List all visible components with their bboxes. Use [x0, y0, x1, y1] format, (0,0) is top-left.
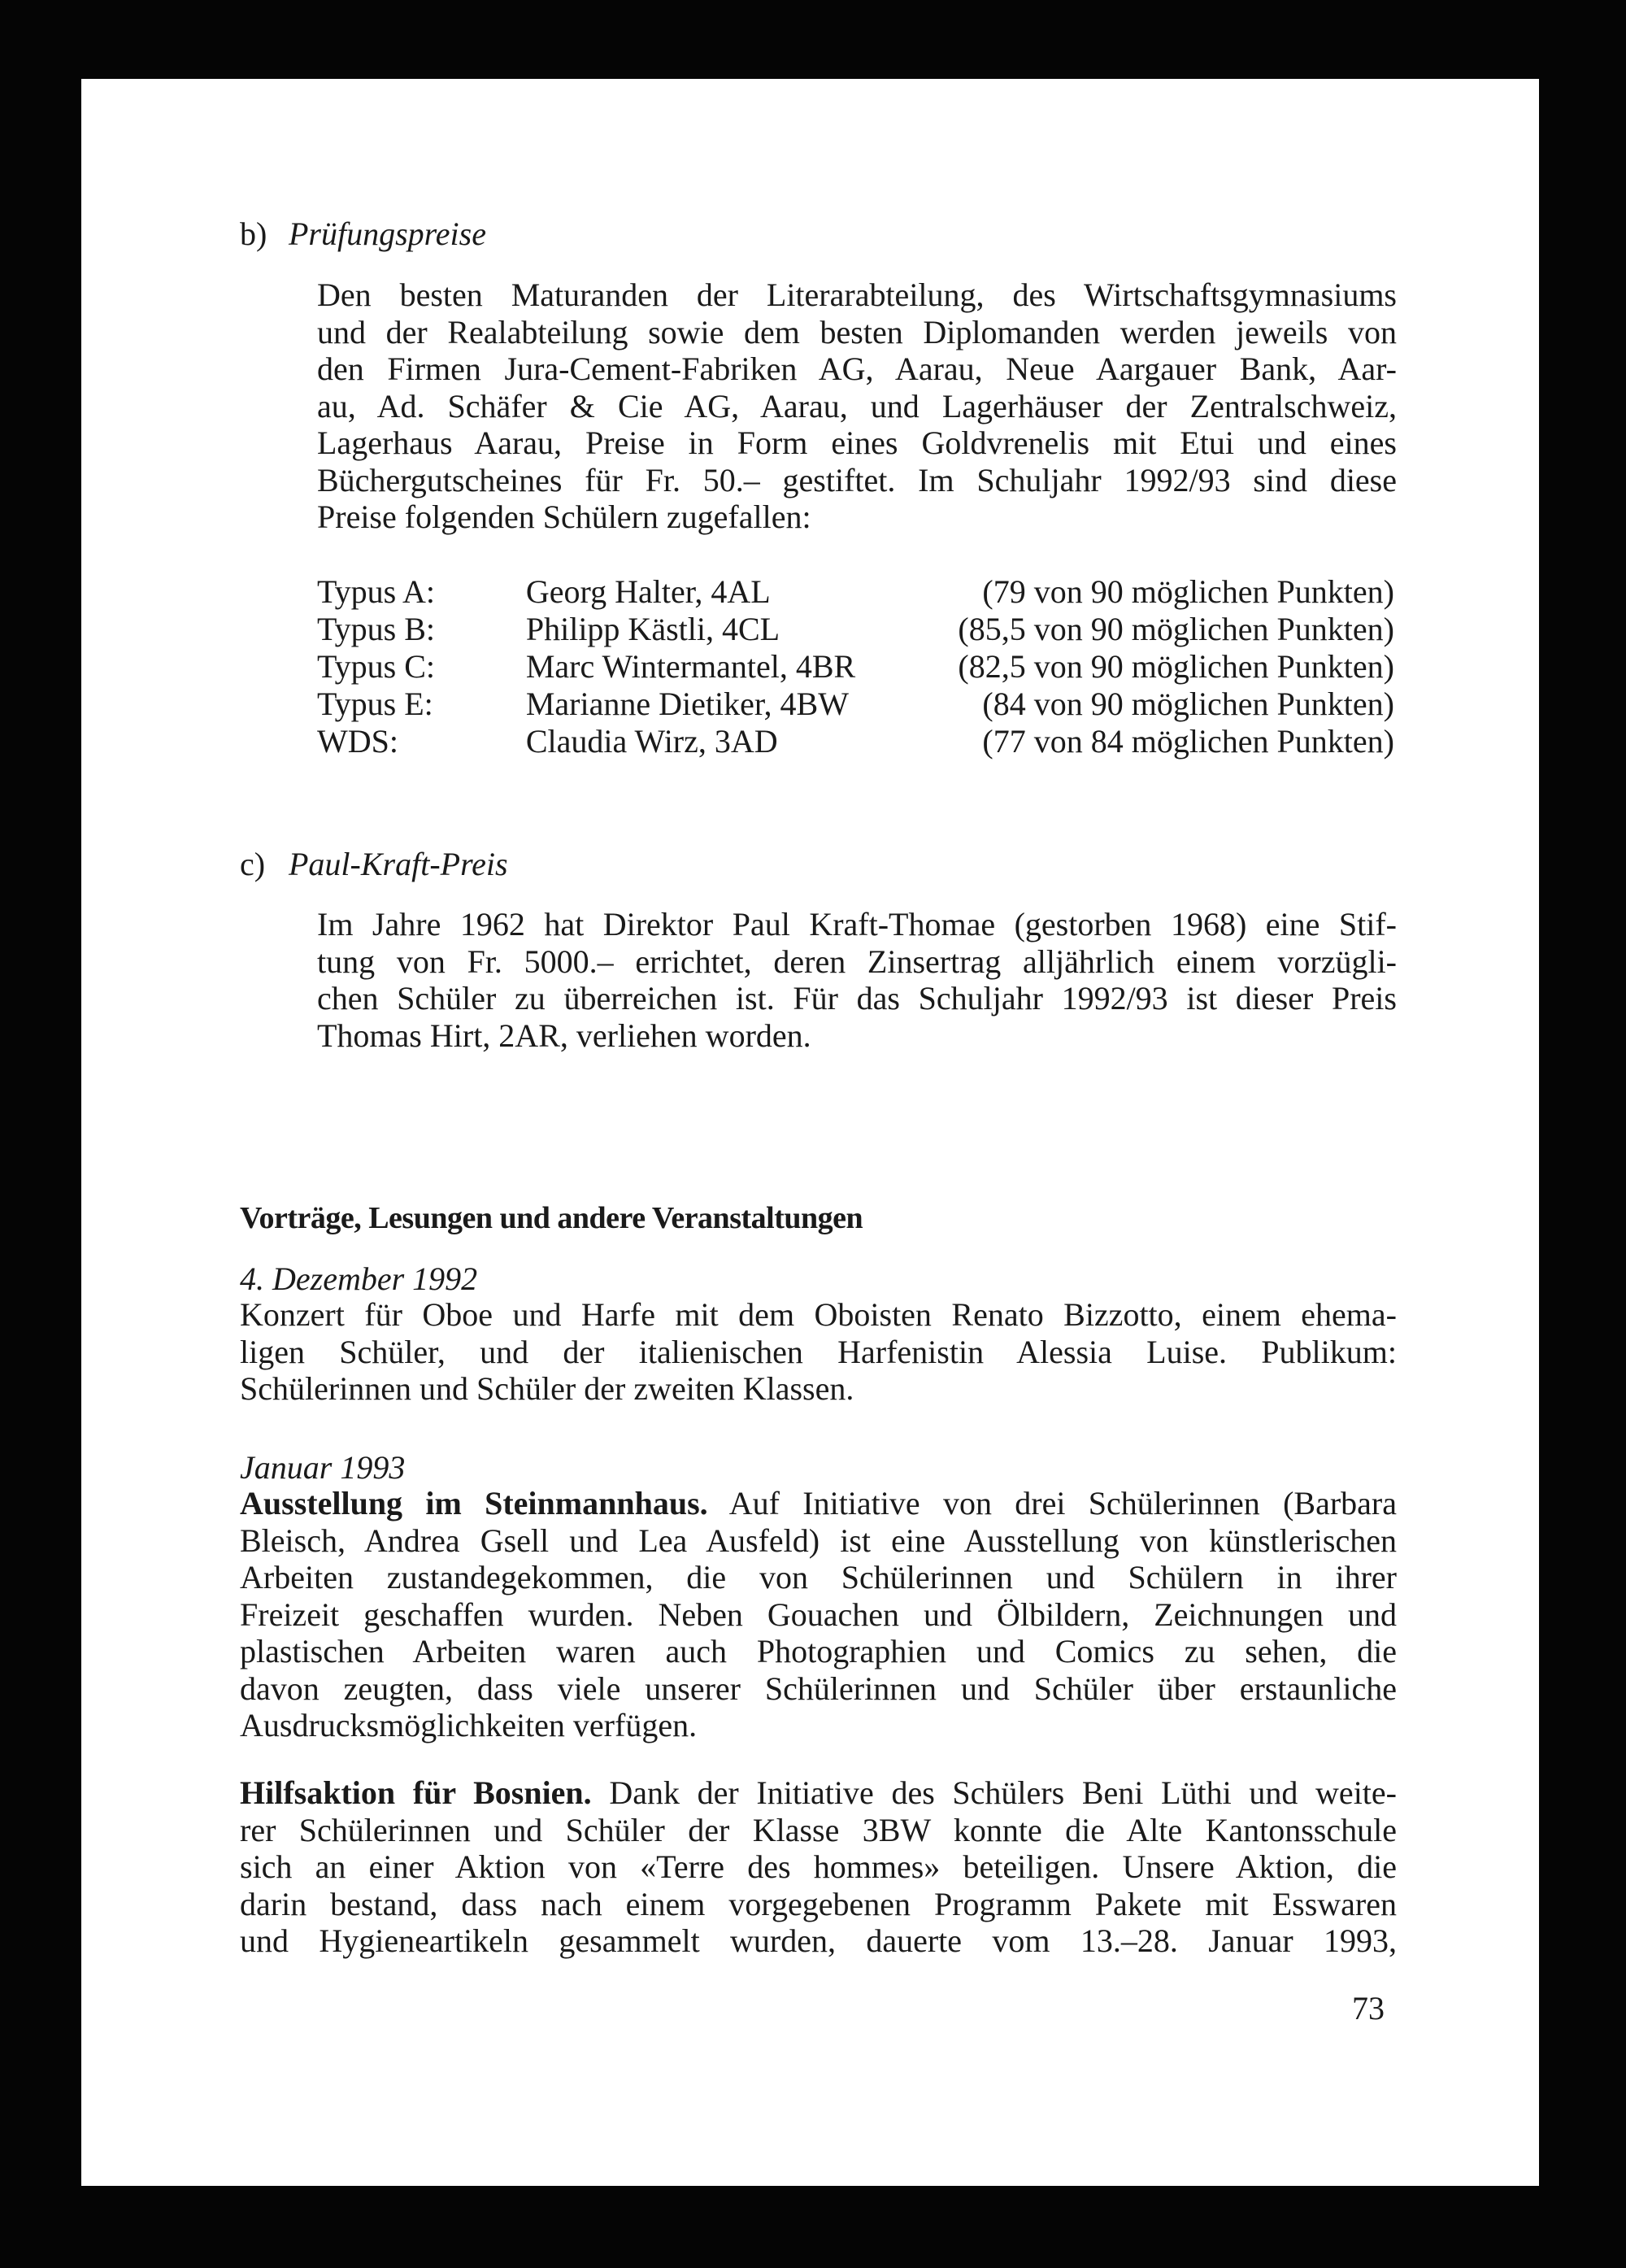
text-line: Arbeiten zustandegekommen, die von Schülerinnen und Schülern in ihrer [240, 1559, 1397, 1595]
section-b-intro [317, 276, 1397, 536]
event-description [240, 1296, 1397, 1408]
prize-type: Typus E: [317, 686, 433, 722]
prize-score: (79 von 90 möglichen Punkten) [982, 573, 1394, 610]
prize-score: (77 von 84 möglichen Punkten) [982, 723, 1394, 760]
events-heading: Vorträge, Lesungen und andere Veranstaltungen [240, 1201, 863, 1235]
table-row [317, 686, 1394, 723]
prize-score: (85,5 von 90 möglichen Punkten) [958, 611, 1394, 647]
prize-type: Typus B: [317, 611, 435, 647]
text-line: Thomas Hirt, 2AR, verliehen worden. [317, 1016, 811, 1054]
event-exhibition [240, 1485, 1397, 1744]
section-c-text [317, 906, 1397, 1054]
text-line: und der Realabteilung sowie dem besten Diplomanden werden jeweils von [317, 313, 1397, 350]
text-line: sich an einer Aktion von «Terre des hommes» beteiligen. Unsere Aktion, die [240, 1848, 1397, 1885]
table-row [317, 723, 1394, 760]
section-b-title: Prüfungspreise [289, 215, 486, 252]
text-fragment: Dank der Initiative des Schülers Beni Lüthi und weite- [591, 1774, 1397, 1811]
table-row [317, 611, 1394, 648]
prize-winner: Georg Halter, 4AL [525, 573, 771, 610]
event-bosnia-aid [240, 1774, 1397, 1960]
text-line: Lagerhaus Aarau, Preise in Form eines Goldvrenelis mit Etui und eines [317, 424, 1397, 461]
text-line: Preise folgenden Schülern zugefallen: [317, 498, 811, 535]
section-c-heading [240, 846, 508, 883]
section-b-heading [240, 215, 486, 253]
text-line: Im Jahre 1962 hat Direktor Paul Kraft-Thomae (gestorben 1968) eine Stif- [317, 906, 1397, 942]
text-line: Ausdrucksmöglichkeiten verfügen. [240, 1707, 698, 1743]
prize-type: Typus C: [317, 648, 435, 685]
text-line: Den besten Maturanden der Literarabteilung, des Wirtschaftsgymnasiums [317, 276, 1397, 313]
event-title: Ausstellung im Steinmannhaus. [240, 1485, 708, 1521]
prize-winner: Philipp Kästli, 4CL [525, 611, 780, 647]
text-line: rer Schülerinnen und Schüler der Klasse 3BW konnte die Alte Kantonsschule [240, 1811, 1397, 1848]
text-line: Freizeit geschaffen wurden. Neben Gouachen und Ölbildern, Zeichnungen und [240, 1595, 1397, 1633]
text-line: plastischen Arbeiten waren auch Photographien und Comics zu sehen, die [240, 1633, 1397, 1669]
prize-type: WDS: [317, 723, 398, 760]
prize-score: (84 von 90 möglichen Punkten) [982, 686, 1394, 722]
event-date: Januar 1993 [240, 1449, 406, 1486]
text-fragment: Auf Initiative von drei Schülerinnen (Barbara [707, 1485, 1397, 1521]
event-title: Hilfsaktion für Bosnien. [240, 1774, 592, 1811]
table-row [317, 648, 1394, 686]
text-line: Schülerinnen und Schüler der zweiten Klassen. [240, 1370, 854, 1407]
event-date: 4. Dezember 1992 [240, 1260, 478, 1297]
text-line: tung von Fr. 5000.– errichtet, deren Zinsertrag alljährlich einem vorzügli- [317, 942, 1397, 980]
prize-table [317, 573, 1394, 760]
text-line: Konzert für Oboe und Harfe mit dem Oboisten Renato Bizzotto, einem ehema- [240, 1296, 1397, 1333]
text-line: ligen Schüler, und der italienischen Harfenistin Alessia Luise. Publikum: [240, 1333, 1397, 1370]
text-line: Bleisch, Andrea Gsell und Lea Ausfeld) ist eine Ausstellung von künstlerischen [240, 1521, 1397, 1559]
text-line: chen Schüler zu überreichen ist. Für das Schuljahr 1992/93 ist dieser Preis [317, 980, 1397, 1016]
section-c-title: Paul-Kraft-Preis [289, 846, 508, 882]
prize-winner: Claudia Wirz, 3AD [525, 723, 778, 760]
text-line [240, 1774, 1397, 1812]
section-b-letter: b) [240, 215, 267, 252]
text-line: und Hygieneartikeln gesammelt wurden, dauerte vom 13.–28. Januar 1993, [240, 1922, 1397, 1959]
prize-type: Typus A: [317, 573, 435, 610]
table-row [317, 573, 1394, 611]
text-line: davon zeugten, dass viele unserer Schülerinnen und Schüler über erstaunliche [240, 1669, 1397, 1707]
text-line: au, Ad. Schäfer & Cie AG, Aarau, und Lagerhäuser der Zentralschweiz, [317, 387, 1397, 424]
text-line: den Firmen Jura-Cement-Fabriken AG, Aarau, Neue Aargauer Bank, Aar- [317, 350, 1397, 387]
prize-winner: Marc Wintermantel, 4BR [525, 648, 856, 685]
prize-score: (82,5 von 90 möglichen Punkten) [958, 648, 1394, 685]
section-c-letter: c) [240, 846, 266, 882]
text-line: Büchergutscheines für Fr. 50.– gestiftet. Im Schuljahr 1992/93 sind diese [317, 461, 1397, 498]
text-line: darin bestand, dass nach einem vorgegebenen Programm Pakete mit Esswaren [240, 1885, 1397, 1922]
page-number: 73 [1352, 1990, 1385, 2026]
text-line [240, 1485, 1397, 1522]
prize-winner: Marianne Dietiker, 4BW [525, 686, 849, 722]
document-page [81, 79, 1539, 2186]
